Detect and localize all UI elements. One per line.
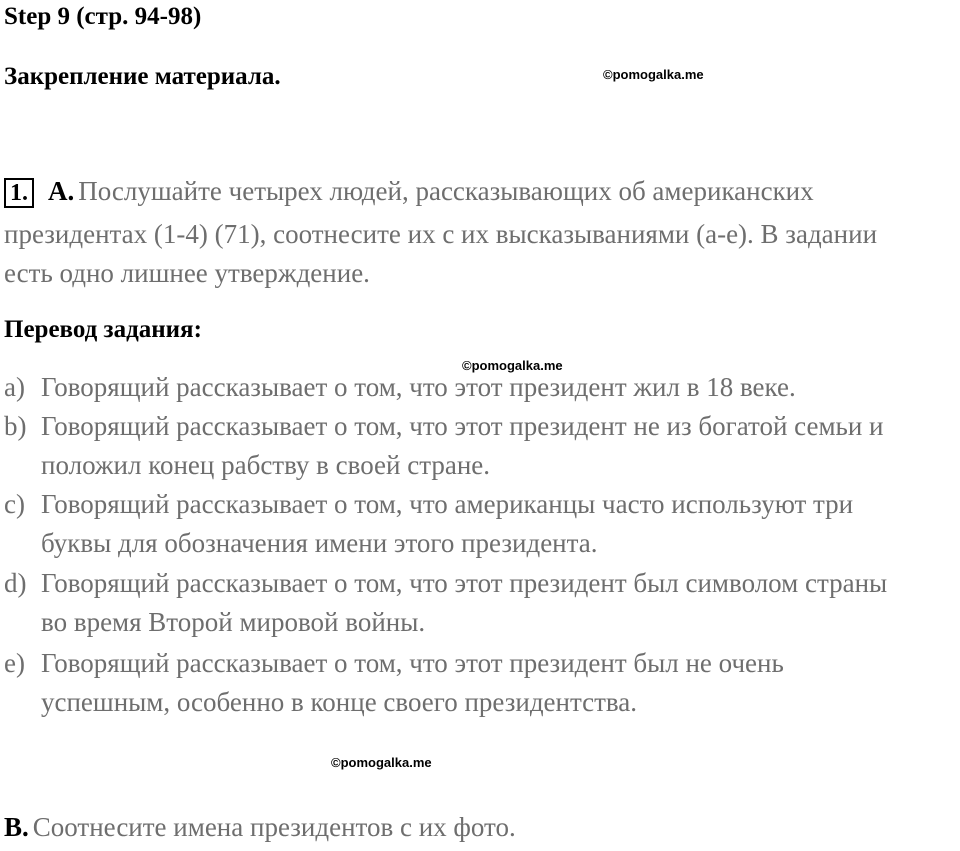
item-marker: a) [4,372,25,402]
step-title: Step 9 (стр. 94-98) [4,3,202,30]
watermark-middle: ©pomogalka.me [462,358,563,373]
part-b-text: Соотнесите имена президентов с их фото. [32,812,516,842]
part-b-label: B. [4,812,29,842]
item-marker: e) [4,648,25,678]
task-1-part-b [4,808,956,851]
translation-item-d [4,564,956,642]
item-marker: b) [4,411,27,441]
item-line: успешным, особенно в конце своего президентства. [41,687,638,717]
part-a-text-line3: есть одно лишнее утверждение. [4,258,370,288]
task-1-part-a [4,172,956,293]
item-line: Говорящий рассказывает о том, что американцы часто используют три [41,489,854,519]
section-subtitle: Закрепление материала. [4,63,281,90]
item-line: буквы для обозначения имени этого президента. [41,528,598,558]
translation-item-b [4,407,956,485]
translation-item-e [4,644,956,722]
item-line: Говорящий рассказывает о том, что этот президент был не очень [41,648,784,678]
part-a-label: А. [48,176,75,206]
item-line: положил конец рабству в своей стране. [41,450,491,480]
watermark-top: ©pomogalka.me [603,67,704,82]
translation-item-a [4,368,956,407]
translation-item-c [4,485,956,563]
part-a-text-line2: президентах (1-4) (71), соотнесите их с их высказываниями (a-e). В задании [4,219,878,249]
task-number-box: 1. [4,178,34,208]
item-line: Говорящий рассказывает о том, что этот президент не из богатой семьи и [41,411,884,441]
item-line: Говорящий рассказывает о том, что этот президент был символом страны [41,568,888,598]
item-line: Говорящий рассказывает о том, что этот президент жил в 18 веке. [41,372,796,402]
part-a-text-line1: Послушайте четырех людей, рассказывающих об американских [78,176,814,206]
item-marker: c) [4,489,25,519]
item-line: во время Второй мировой войны. [41,607,426,637]
translation-heading: Перевод задания: [4,316,202,343]
watermark-bottom: ©pomogalka.me [331,755,432,770]
item-marker: d) [4,568,27,598]
